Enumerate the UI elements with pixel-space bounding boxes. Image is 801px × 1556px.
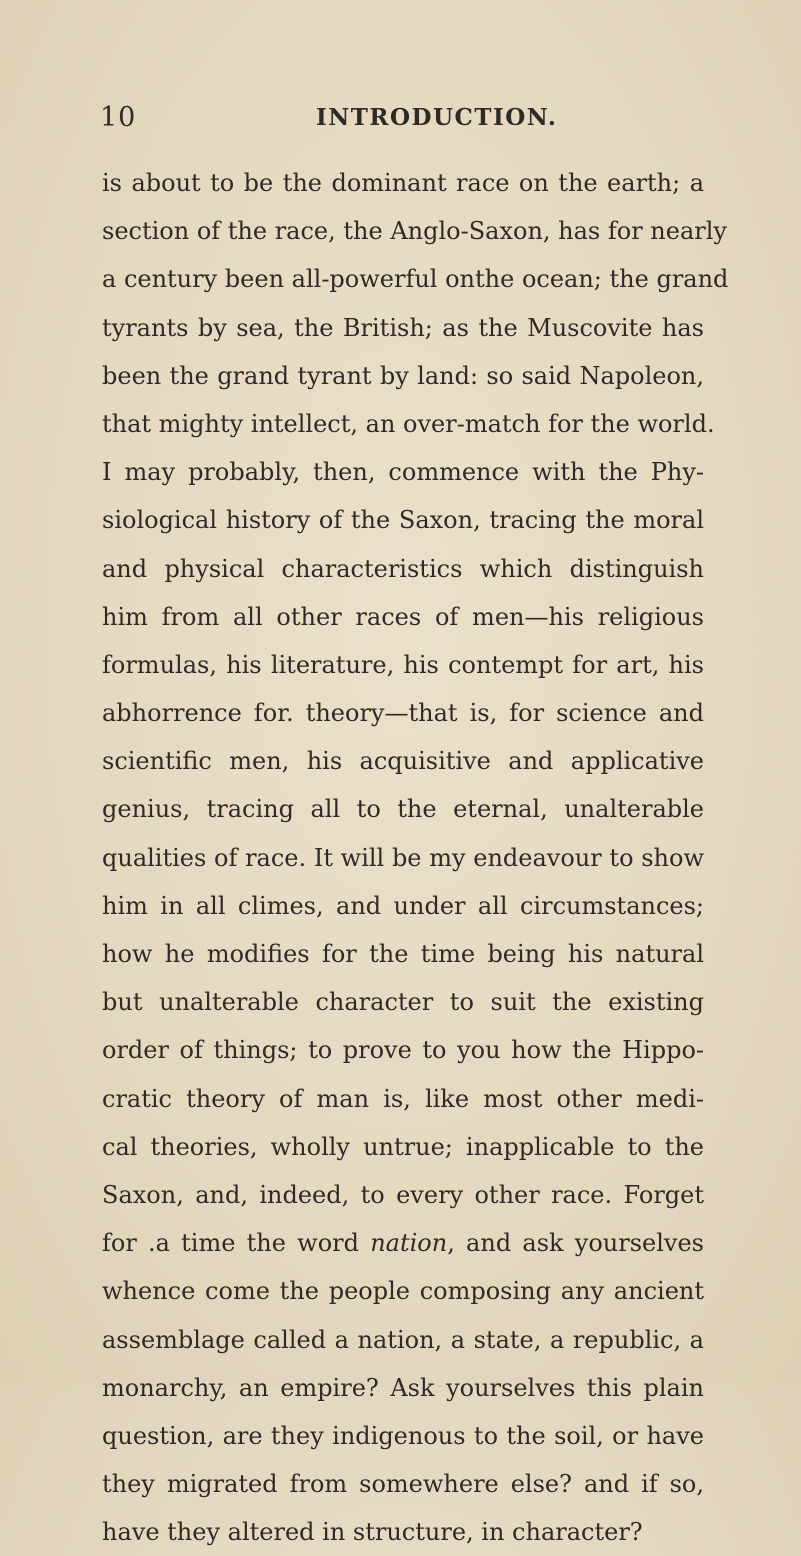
page-number: 10 — [100, 102, 137, 133]
text-line: how he modifies for the time being his natural — [102, 940, 704, 968]
body-text — [102, 159, 729, 1556]
text-line: him from all other races of men—his religious — [102, 602, 704, 631]
text-line: I may probably, then, commence with the Phy- — [102, 458, 704, 487]
text-line: and physical characteristics which distinguish — [102, 554, 704, 583]
text-segment: , and ask yourselves — [447, 1229, 704, 1258]
page-header — [0, 98, 801, 138]
text-line: question, are they indigenous to the soil, or have — [102, 1421, 704, 1450]
text-line: is about to be the dominant race on the earth; a — [102, 169, 704, 197]
running-head: INTRODUCTION. — [316, 104, 558, 131]
text-line: cal theories, wholly untrue; inapplicable to the — [102, 1132, 704, 1161]
text-line: Saxon, and, indeed, to every other race. Forget — [102, 1180, 704, 1209]
text-line: section of the race, the Anglo-Saxon, has for nearly — [102, 217, 727, 246]
text-line: qualities of race. It will be my endeavour to show — [102, 843, 704, 872]
text-line: but unalterable character to suit the existing — [102, 988, 704, 1017]
text-line-mixed — [102, 1219, 704, 1267]
text-line: him in all climes, and under all circumstances; — [102, 891, 704, 920]
text-line: have they altered in structure, in character? — [102, 1518, 643, 1547]
text-line: genius, tracing all to the eternal, unalterable — [102, 795, 704, 824]
text-line: scientific men, his acquisitive and applicative — [102, 747, 704, 776]
text-line: cratic theory of man is, like most other medi- — [102, 1084, 704, 1113]
text-line: formulas, his literature, his contempt for art, his — [102, 650, 704, 679]
text-line: siological history of the Saxon, tracing the moral — [102, 506, 704, 535]
text-line: abhorrence for. theory—that is, for science and — [102, 699, 704, 728]
text-line: assemblage called a nation, a state, a republic, a — [102, 1325, 704, 1354]
text-line: tyrants by sea, the British; as the Muscovite has — [102, 313, 704, 342]
text-segment: for .a time the word — [102, 1229, 371, 1258]
text-line: that mighty intellect, an over-match for the world. — [102, 409, 715, 438]
text-line: been the grand tyrant by land: so said Napoleon, — [102, 361, 704, 390]
text-line: monarchy, an empire? Ask yourselves this plain — [102, 1373, 704, 1402]
text-line: whence come the people composing any ancient — [102, 1277, 704, 1306]
text-line: order of things; to prove to you how the Hippo- — [102, 1036, 704, 1065]
text-line: a century been all-powerful onthe ocean; the grand — [102, 265, 729, 294]
text-line: they migrated from somewhere else? and if so, — [102, 1470, 704, 1499]
italic-word: nation — [370, 1229, 448, 1258]
